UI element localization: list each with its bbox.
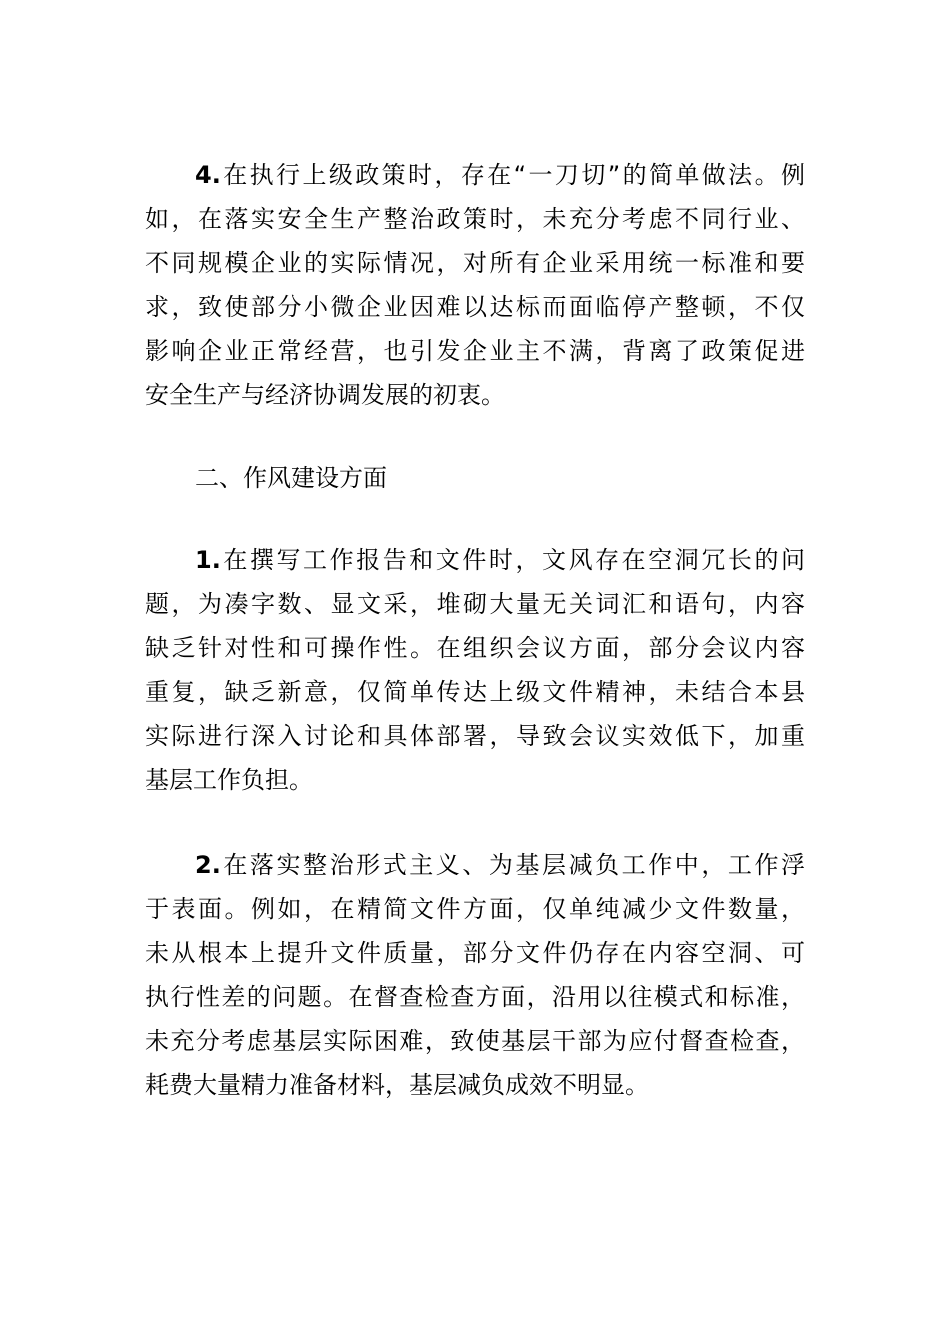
- paragraph-line: 1.在撰写工作报告和文件时，文风存在空洞冗长的问: [195, 546, 805, 574]
- paragraph-line: 缺乏针对性和可操作性。在组织会议方面，部分会议内容: [145, 634, 805, 662]
- paragraph-line: 于表面。例如，在精简文件方面，仅单纯减少文件数量，: [145, 895, 805, 923]
- paragraph-line: 求，致使部分小微企业因难以达标而面临停产整顿，不仅: [145, 293, 805, 321]
- item-number: 1.: [195, 546, 221, 574]
- paragraph-line: 题，为凑字数、显文采，堆砌大量无关词汇和语句，内容: [145, 590, 805, 618]
- paragraph-line: 影响企业正常经营，也引发企业主不满，背离了政策促进: [145, 337, 805, 365]
- paragraph-line: 不同规模企业的实际情况，对所有企业采用统一标准和要: [145, 249, 805, 277]
- paragraph-line: 未充分考虑基层实际困难，致使基层干部为应付督查检查，: [145, 1027, 805, 1055]
- paragraph-line: 4.在执行上级政策时，存在“一刀切”的简单做法。例: [195, 161, 805, 189]
- paragraph-line: 基层工作负担。: [145, 766, 313, 794]
- item-number: 4.: [195, 161, 221, 189]
- paragraph-line: 耗费大量精力准备材料，基层减负成效不明显。: [145, 1071, 649, 1099]
- paragraph-line: 执行性差的问题。在督查检查方面，沿用以往模式和标准，: [145, 983, 805, 1011]
- item-number: 2.: [195, 851, 221, 879]
- paragraph-line: 实际进行深入讨论和具体部署，导致会议实效低下，加重: [145, 722, 805, 750]
- paragraph-line: 重复，缺乏新意，仅简单传达上级文件精神，未结合本县: [145, 678, 805, 706]
- paragraph-line: 未从根本上提升文件质量，部分文件仍存在内容空洞、可: [145, 939, 805, 967]
- paragraph-line: 安全生产与经济协调发展的初衷。: [145, 381, 505, 409]
- section-heading: 二、作风建设方面: [195, 464, 387, 492]
- paragraph-line: 2.在落实整治形式主义、为基层减负工作中，工作浮: [195, 851, 805, 879]
- paragraph-line: 如，在落实安全生产整治政策时，未充分考虑不同行业、: [145, 205, 805, 233]
